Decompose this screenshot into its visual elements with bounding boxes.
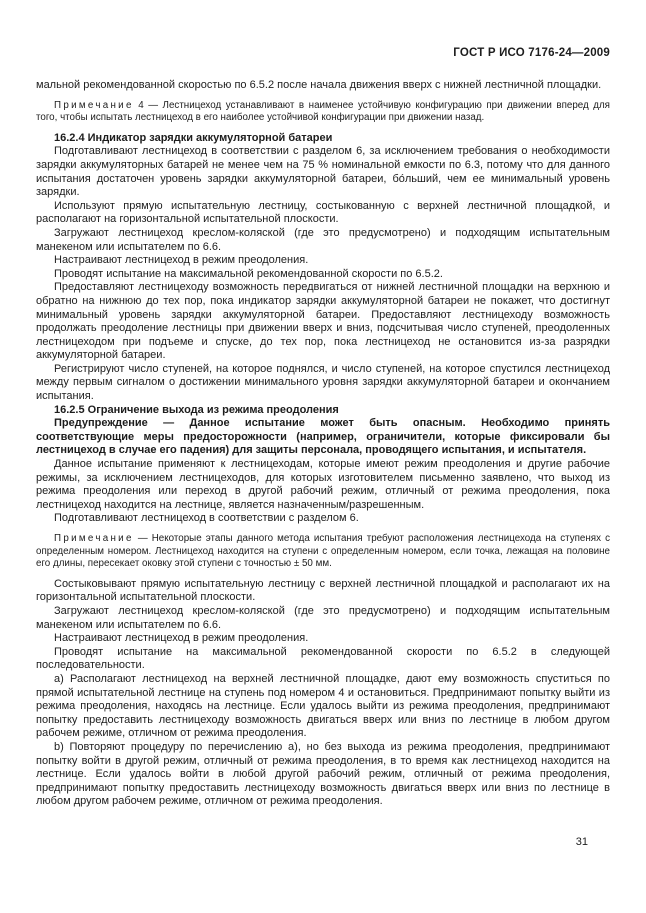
paragraph-ladder-setup: Используют прямую испытательную лестницу, состыкованную с верхней лестничной площадкой, и располагают на горизонтальной испытательной плоскости.: [36, 199, 610, 226]
paragraph-applicability: Данное испытание применяют к лестницеходам, которые имеют режим преодоления и другие рабочие режимы, за исключением лестницеходов, для которых изготовителем письменно заявлено, что выход из режима преодоления или переход в другой рабочий режим, отличный от режима преодоления, пока лестницеход находится на лестнице, является назначенным/разрешенным.: [36, 458, 610, 511]
document-body: [36, 79, 610, 809]
paragraph-run-test: Проводят испытание на максимальной рекомендованной скорости по 6.5.2.: [54, 267, 443, 280]
paragraph-continuation: мальной рекомендованной скоростью по 6.5.2 после начала движения вверх с нижней лестничной площадки.: [36, 79, 602, 91]
note-step-number: [36, 533, 610, 571]
section-heading-16-2-5: 16.2.5 Ограничение выхода из режима преодоления: [54, 403, 339, 416]
page-number: 31: [575, 836, 588, 848]
running-header: ГОСТ Р ИСО 7176-24—2009: [453, 47, 610, 59]
paragraph-battery-cycle: Предоставляют лестницеходу возможность передвигаться от нижней лестничной площадки на верхнюю и обратно на нижнюю до тех пор, пока индикатор зарядки аккумуляторной батареи не покажет, что достигнут минимальный уровень зарядки аккумуляторной батареи. Предоставляют лестницеходу возможность продолжать преодоление лестницы при движении вверх и вниз, подсчитывая число ступеней, преодоленных лестницеходом при подъеме и спуске, до тех пор, пока лестницеход не остановится из-за разрядки аккумуляторной батареи.: [36, 281, 610, 362]
warning-paragraph: Предупреждение — Данное испытание может быть опасным. Необходимо принять соответствующие меры предосторожности (например, ограничители, которые фиксировали бы лестницеход в случае его падения) для защиты персонала, проводящего испытания, и испытателя.: [36, 417, 610, 457]
paragraph-set-mode-2: Настраивают лестницеход в режим преодоления.: [54, 632, 309, 645]
note-4-text: 4 — Лестницеход устанавливают в наименее устойчивую конфигурацию при движении вперед для того, чтобы испытать лестницеход в его наиболее устойчивой конфигурации при движении назад.: [36, 99, 610, 124]
paragraph-battery-prep: Подготавливают лестницеход в соответствии с разделом 6, за исключением требования о необходимости зарядки аккумуляторных батарей не менее чем на 75 % номинальной емкости по 6.3, потому что для данного испытания достаточен уровень зарядки аккумуляторной батареи, бо́льший, чем ее минимальный уровень зарядки.: [36, 145, 610, 199]
paragraph-load-wheelchair-2: Загружают лестницеход креслом-коляской (где это предусмотрено) и подходящим испытательным манекеном или испытателем по 6.6.: [36, 604, 610, 631]
note-4-label: Примечание: [54, 99, 134, 111]
section-heading-16-2-4: 16.2.4 Индикатор зарядки аккумуляторной батареи: [54, 131, 333, 144]
paragraph-prep-section6: Подготавливают лестницеход в соответствии с разделом 6.: [54, 512, 359, 525]
note-label: Примечание: [54, 533, 134, 544]
list-item-a: a) Располагают лестницеход на верхней лестничной площадке, дают ему возможность спуститься по прямой испытательной лестнице на ступень под номером 4 и остановиться. Предпринимают попытку выйти из режима преодоления, находясь на лестнице. Если удалось выйти из режима преодоления, предпринимают попытку предоставить лестницеходу возможность двигаться вверх или вниз по лестнице в любом другом рабочем режиме, отличном от режима преодоления.: [36, 672, 610, 740]
list-item-b: b) Повторяют процедуру по перечислению a), но без выхода из режима преодоления, предпринимают попытку войти в другой режим, отличный от режима преодоления, в то время как лестницеход находится на лестнице. Если удалось войти в любой другой рабочий режим, отличный от режима преодоления, предпринимают попытку предоставить лестницеходу возможность двигаться вверх или вниз по лестнице в любом другом рабочем режиме, отличном от режима преодоления.: [36, 740, 610, 808]
paragraph-run-sequence: Проводят испытание на максимальной рекомендованной скорости по 6.5.2 в следующей последовательности.: [36, 645, 610, 672]
paragraph-set-mode: Настраивают лестницеход в режим преодоления.: [54, 254, 309, 267]
note-text: — Некоторые этапы данного метода испытания требуют расположения лестницехода на ступенях с определенным номером. Лестницеход находится на ступени с определенным номером, если точка, лежащая на половине его длины, пересекает оковку этой ступени с точностью ± 50 мм.: [36, 533, 610, 570]
paragraph-register-steps: Регистрируют число ступеней, на которое поднялся, и число ступеней, на которое спустился лестницеход между первым сигналом о достижении минимального уровня зарядки аккумуляторной батареи и окончанием испытания.: [36, 362, 610, 403]
paragraph-load-wheelchair: Загружают лестницеход креслом-коляской (где это предусмотрено) и подходящим испытательным манекеном или испытателем по 6.6.: [36, 226, 610, 253]
paragraph-dock-ladder: Состыковывают прямую испытательную лестницу с верхней лестничной площадкой и располагают их на горизонтальной испытательной плоскости.: [36, 577, 610, 604]
note-4: [36, 100, 610, 125]
